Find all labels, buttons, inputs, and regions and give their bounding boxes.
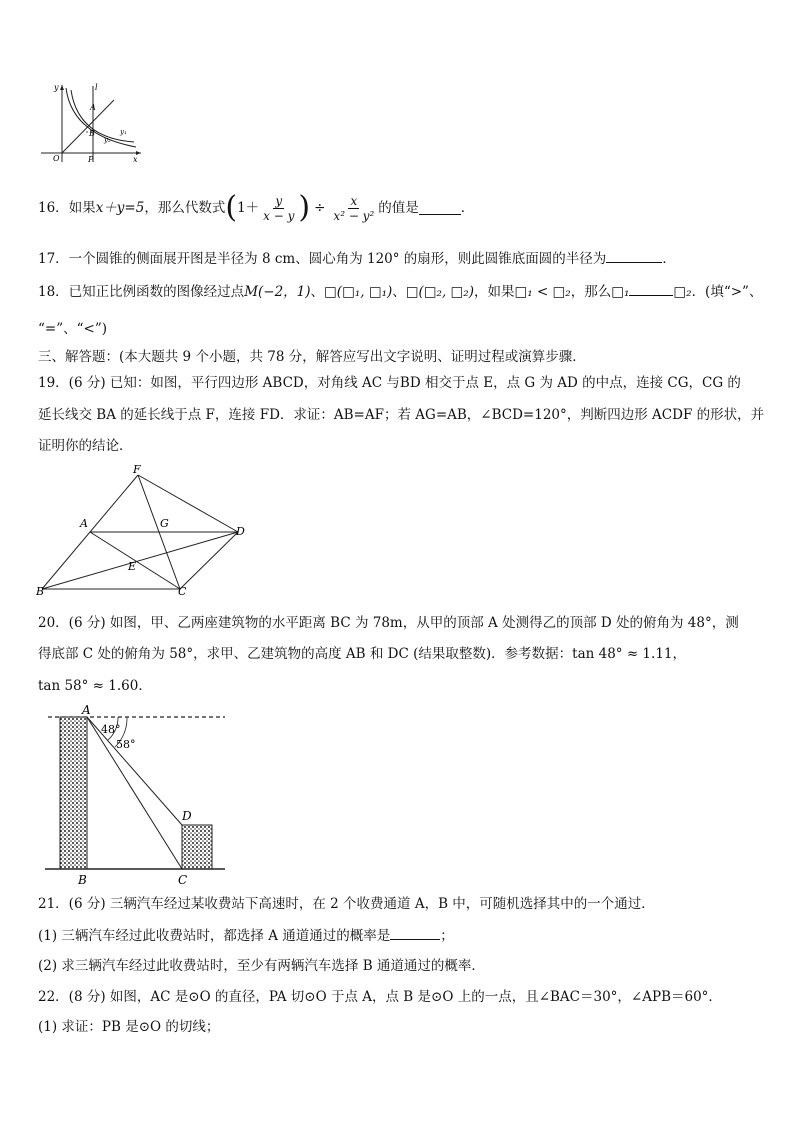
question-17 [38,250,676,268]
q18-text-d: ，那么 [570,284,612,300]
q19-parallelogram-figure [30,462,260,597]
q18-text-c: ，如果 [473,284,515,300]
q18-y2: □₂ [673,284,692,300]
q19-label-E: E [128,560,137,573]
function-graph-figure [36,80,146,165]
graph-label-O: O [53,154,60,163]
q16-answer-blank[interactable] [419,202,461,215]
q20-label-angle1: 48° [101,723,121,736]
q17-answer-blank[interactable] [606,250,662,263]
question-21-line2 [38,927,454,945]
q16-one: 1＋ [237,200,260,216]
graph-label-y1: y₁ [120,128,127,136]
q20-buildings-figure [40,702,240,887]
q16-text-b: ，那么代数式 [144,200,226,216]
q19-label-C: C [178,585,187,597]
q16-fraction-1: $\frac{y}{x - y}$ [263,193,295,223]
q18-y1: □₁ [611,284,630,300]
q17-text: 17．一个圆锥的侧面展开图是半径为 8 cm、圆心角为 120° 的扇形，则此圆锥底面圆的半径为 [38,251,607,267]
q19-line2: 延长线交 BA 的延长线于点 F，连接 FD．求证：AB=AF；若 AG=AB，∠BCD=120°，判断四边形 ACDF 的形状，并 [38,407,765,423]
q19-label-F: F [133,463,141,476]
q18-point-a: □(□₁, □₁) [324,284,393,300]
q21-line2: (1) 三辆汽车经过此收费站时，都选择 A 通道通过的概率是 [38,928,391,944]
q16-text-c: 的值是 [378,200,419,216]
question-16 [38,190,475,225]
question-19-line1 [38,374,741,392]
q16-div: ÷ [314,200,326,216]
question-20-line1 [38,614,739,632]
graph-label-y: y [54,83,59,92]
q16-end: ． [460,200,475,216]
q20-line2: 得底部 C 处的俯角为 58°，求甲、乙建筑物的高度 AB 和 DC (结果取整数)．参考数据：tan 48° ≈ 1.11， [38,646,686,662]
q21-line1: 21．(6 分) 三辆汽车经过某收费站下高速时，在 2 个收费通道 A，B 中，可随机选择其中的一个通过． [38,896,655,912]
q19-line3: 证明你的结论． [38,438,133,454]
q16-number: 16． [38,200,69,216]
q20-label-angle2: 58° [116,738,136,751]
q20-label-A: A [82,703,91,717]
q19-label-B: B [36,585,45,597]
q22-line2: (1) 求证：PB 是⊙O 的切线； [38,1019,220,1035]
question-20-line3 [38,677,152,695]
question-21-line1 [38,895,655,913]
q16-fraction-2: $\frac{x}{\text{x² − y²}}$ [333,193,375,223]
q19-label-A: A [80,517,88,530]
q19-label-D: D [236,525,245,538]
section-3-heading [38,348,586,366]
graph-label-y2: y₂ [104,136,111,144]
question-19-line3 [38,437,133,455]
question-18-line2 [38,320,107,338]
q19-line1: 19．(6 分) 已知：如图，平行四边形 ABCD，对角线 AC 与BD 相交于点 E，点 G 为 AD 的中点，连接 CG，CG 的 [38,375,741,391]
q20-label-C: C [178,873,188,887]
q21-answer-blank[interactable] [390,927,440,940]
q16-condition: x＋y=5 [95,200,145,216]
question-20-line2 [38,645,686,663]
q16-right-paren: ) [298,190,311,225]
q16-text-a: 如果 [68,200,96,216]
q17-end: ． [662,251,676,267]
q18-point-m: M(−2，1) [244,284,311,300]
q18-text-a: 18．已知正比例函数的图像经过点 [38,284,245,300]
question-22-line2 [38,1018,219,1036]
q18-point-b: □(□₂, □₂) [405,284,474,300]
q21-line3: (2) 求三辆汽车经过此收费站时，至少有两辆汽车选择 B 通道通过的概率． [38,958,485,974]
q19-label-G: G [160,517,169,530]
graph-label-B: B [89,129,95,138]
graph-label-P: P [88,155,94,164]
question-22-line1 [38,988,722,1006]
q18-sep-1: 、 [310,284,325,300]
question-19-line2 [38,406,764,424]
q18-cond: □₁ < □₂ [514,284,571,300]
q16-left-paren: ( [225,190,238,225]
q20-line1: 20．(6 分) 如图，甲、乙两座建筑物的水平距离 BC 为 78m，从甲的顶部 A 处测得乙的顶部 D 处的俯角为 48°，测 [38,615,739,631]
graph-label-x: x [133,155,138,164]
q20-line3: tan 58° ≈ 1.60． [38,678,152,694]
q18-text-e: ．(填“>”、 [691,284,763,300]
q18-answer-blank[interactable] [629,283,673,296]
q22-line1: 22．(8 分) 如图，AC 是⊙O 的直径，PA 切⊙O 于点 A，点 B 是⊙O 上的一点，且∠BAC＝30°，∠APB＝60°． [38,989,722,1005]
q18-line2: “=”、“<”) [38,321,107,337]
section3-text: 三、解答题：(本大题共 9 个小题，共 78 分，解答应写出文字说明、证明过程或演算步骤． [38,349,586,365]
question-18 [38,283,762,301]
q20-label-D: D [182,809,192,823]
graph-label-A: A [90,103,96,112]
q18-sep-2: 、 [392,284,406,300]
question-21-line3 [38,957,485,975]
q20-label-B: B [78,873,87,887]
q21-line2-end: ； [440,928,454,944]
graph-label-l: l [95,83,98,92]
